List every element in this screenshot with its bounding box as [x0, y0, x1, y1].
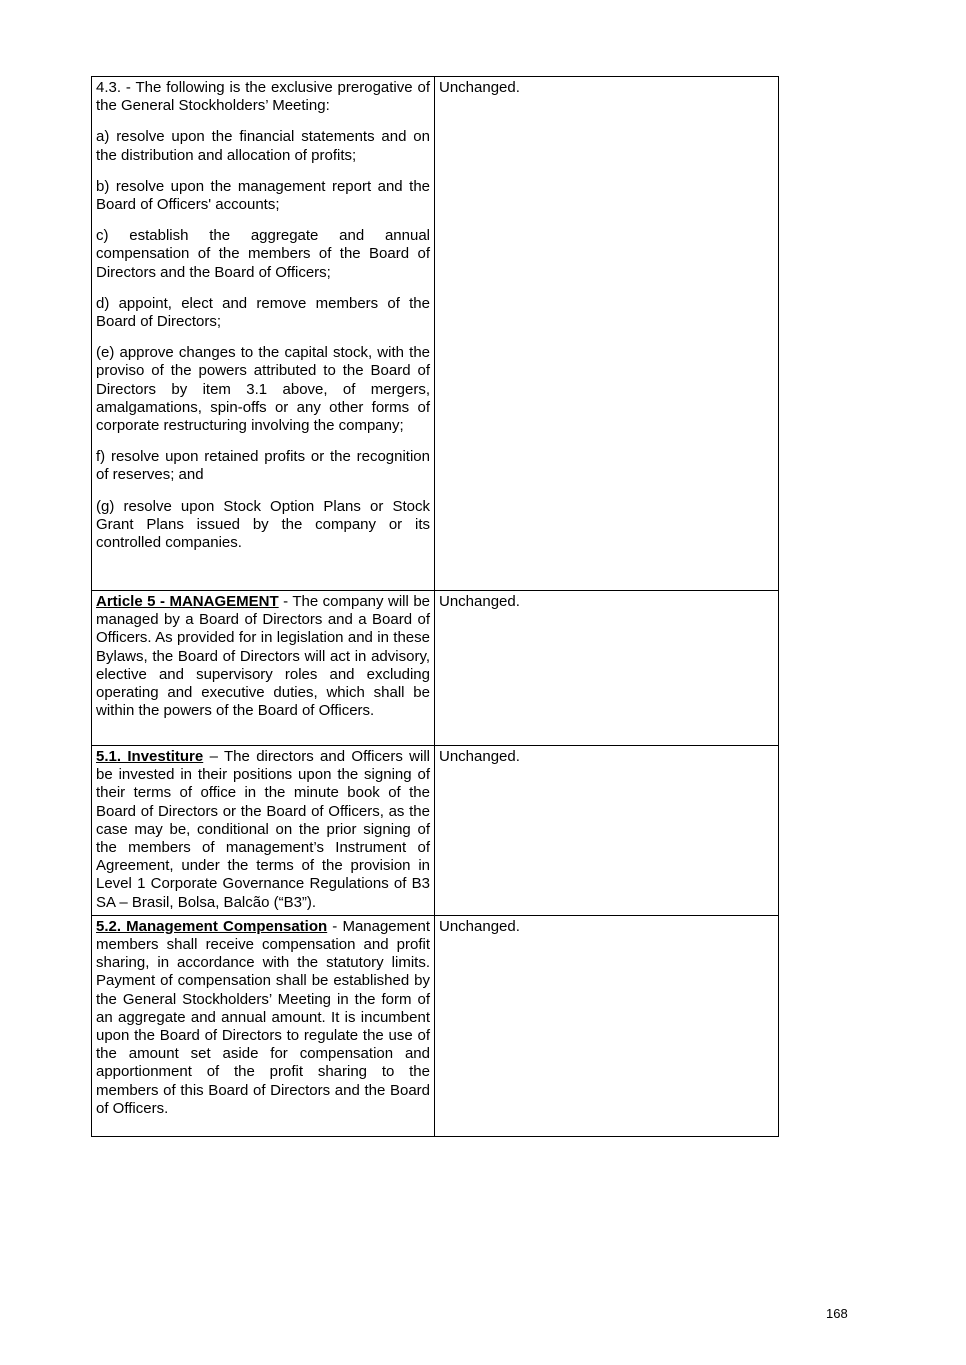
bylaws-comparison-table [91, 76, 779, 1137]
clause-paragraph: b) resolve upon the management report and the Board of Officers' accounts; [96, 177, 430, 214]
current-text-cell [92, 591, 435, 746]
proposed-text-cell: Unchanged. [435, 77, 779, 591]
clause-text: - Management members shall receive compensation and profit sharing, in accordance with the statutory limits. Payment of compensation shall be established by the General Stockholders’ Meeting in the form of an aggregate and annual amount. It is incumbent upon the Board of Directors to regulate the use of the amount set aside for compensation and apportionment of the profit sharing to the members of this Board of Directors and the Board of Officers. [96, 917, 431, 1117]
proposed-text-cell: Unchanged. [435, 591, 779, 746]
clause-paragraph: f) resolve upon retained profits or the recognition of reserves; and [96, 448, 430, 484]
table-row [92, 77, 779, 591]
section-heading: 5.2. Management Compensation [96, 917, 328, 935]
current-text-cell [92, 77, 435, 591]
clause-paragraph: 4.3. - The following is the exclusive prerogative of the General Stockholders’ Meeting: [96, 79, 430, 115]
table-row [92, 746, 779, 916]
article-heading: Article 5 - MANAGEMENT [96, 593, 279, 610]
section-heading: 5.1. Investiture [96, 748, 204, 765]
clause-paragraph: (e) approve changes to the capital stock, with the proviso of the powers attributed to the Board of Directors by item 3.1 above, of mergers, amalgamations, spin-offs or any other forms of corporate restructuring involving the company; [96, 344, 430, 435]
clause-paragraph: c) establish the aggregate and annual compensation of the members of the Board of Directors and the Board of Officers; [96, 227, 430, 281]
proposed-text-cell: Unchanged. [435, 915, 779, 1136]
page-number: 168 [826, 1306, 848, 1321]
clause-paragraph: a) resolve upon the financial statements and on the distribution and allocation of profits; [96, 128, 430, 164]
clause-paragraph: d) appoint, elect and remove members of the Board of Directors; [96, 294, 430, 331]
proposed-text-cell: Unchanged. [435, 746, 779, 916]
current-text-cell [92, 915, 435, 1136]
clause-text: – The directors and Officers will be invested in their positions upon the signing of their terms of office in the minute book of the Board of Directors or the Board of Officers, as the case may be, conditional on the prior signing of the members of management’s Instrument of Agreement, under the terms of the provision in Level 1 Corporate Governance Regulations of B3 SA – Brasil, Bolsa, Balcão (“B3”). [96, 748, 431, 911]
clause-text: - The company will be managed by a Board of Directors and a Board of Officers. As provided for in legislation and in these Bylaws, the Board of Directors will act in advisory, elective and supervisory roles and excluding operating and executive duties, which shall be within the powers of the Board of Officers. [96, 593, 431, 720]
table-row [92, 915, 779, 1136]
table-row [92, 591, 779, 746]
current-text-cell [92, 746, 435, 916]
clause-paragraph: (g) resolve upon Stock Option Plans or Stock Grant Plans issued by the company or its controlled companies. [96, 497, 430, 552]
